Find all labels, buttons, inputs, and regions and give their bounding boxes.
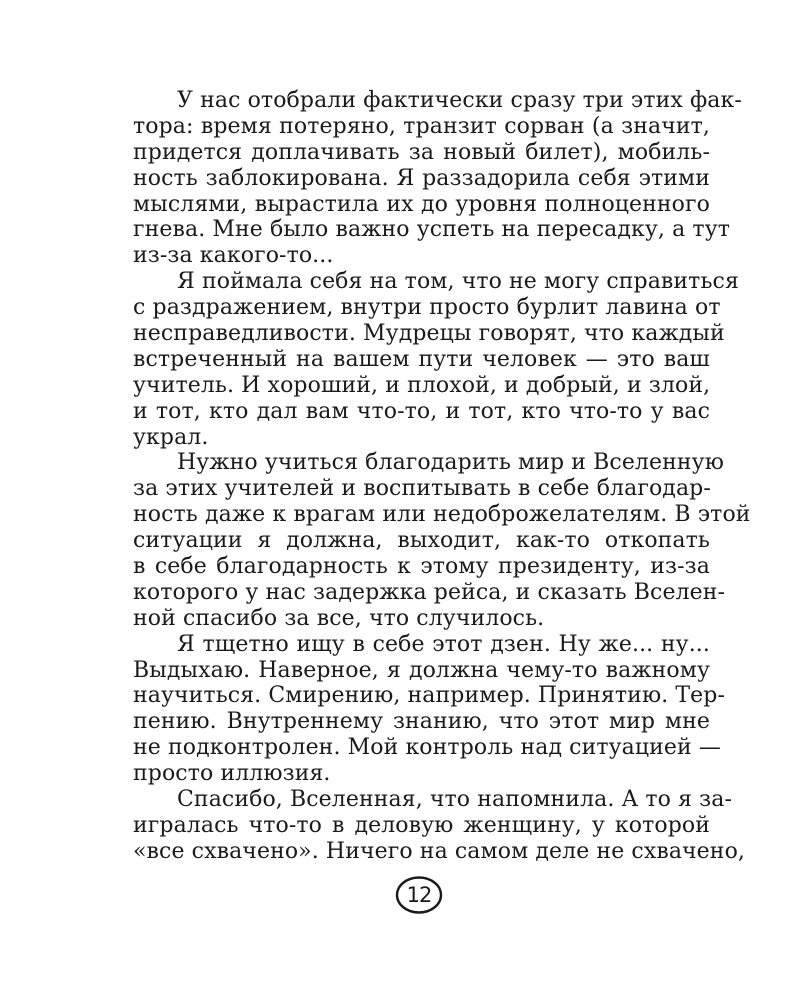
text-line: просто иллюзия.	[133, 761, 331, 787]
text-line: придется доплачивать за новый билет), мобиль-	[133, 139, 710, 165]
text-line: Спасибо, Вселенная, что напомнила. А то я за-	[177, 787, 733, 813]
text-line: ность даже к врагам или недоброжелателям. В этой	[133, 502, 751, 528]
text-line: встреченный на вашем пути человек — это ваш	[133, 346, 710, 372]
text-line: Я тщетно ищу в себе этот дзен. Ну же... ну...	[177, 631, 710, 657]
text-line: которого у нас задержка рейса, и сказать Вселен-	[133, 579, 726, 605]
page-number: 12	[406, 883, 432, 907]
text-line: и тот, кто дал вам что-то, и тот, кто что-то у вас	[133, 398, 710, 424]
text-line: Я поймала себя на том, что не могу справиться	[177, 269, 739, 295]
text-line: ной спасибо за все, что случилось.	[133, 605, 545, 631]
text-line: «все схвачено». Ничего на самом деле не схвачено,	[133, 838, 746, 864]
text-line: научиться. Смирению, например. Принятию. Тер-	[133, 683, 725, 709]
text-line: с раздражением, внутри просто бурлит лавина от	[133, 295, 721, 321]
text-line: Нужно учиться благодарить мир и Вселенную	[177, 450, 724, 476]
text-line: ность заблокирована. Я раззадорила себя этими	[133, 165, 710, 191]
text-line: из-за какого-то...	[133, 243, 334, 269]
text-line: мыслями, вырастила их до уровня полноценного	[133, 191, 710, 217]
text-line: ситуации я должна, выходит, как-то откопать	[133, 528, 710, 554]
text-line: У нас отобрали фактически сразу три этих фак-	[177, 88, 742, 113]
body-text	[133, 88, 751, 865]
text-line: несправедливости. Мудрецы говорят, что каждый	[133, 321, 725, 347]
text-line: за этих учителей и воспитывать в себе благодар-	[133, 476, 711, 502]
text-line: тора: время потеряно, транзит сорван (а значит,	[133, 113, 710, 139]
text-line: пению. Внутреннему знанию, что этот мир мне	[133, 709, 710, 735]
text-line: гнева. Мне было важно успеть на пересадку, а тут	[133, 217, 731, 243]
text-line: учитель. И хороший, и плохой, и добрый, и злой,	[133, 372, 711, 398]
text-line: Выдыхаю. Наверное, я должна чему-то важному	[133, 657, 710, 683]
text-line: игралась что-то в деловую женщину, у которой	[133, 812, 710, 838]
text-line: украл.	[133, 424, 209, 450]
page-number-badge	[394, 875, 444, 915]
text-line: в себе благодарность к этому президенту, из-за	[133, 554, 710, 580]
text-line: не подконтролен. Мой контроль над ситуацией —	[133, 735, 721, 761]
